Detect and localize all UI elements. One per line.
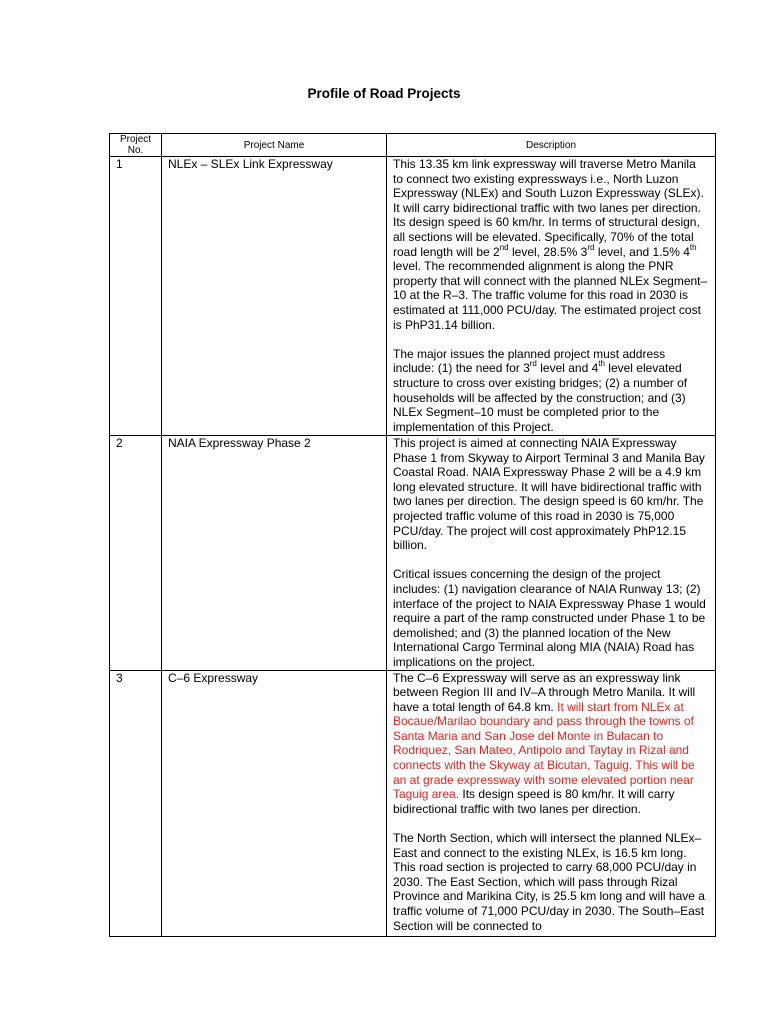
text-run: level. The recommended alignment is along the PNR property that will connect with the planned NLEx Segment–10 at the R–3. The traffic volume for this road in 2030 is estimated at 111,000 PCU/day. The estimated project cost is PhP31.14 billion. xyxy=(393,259,708,332)
superscript: rd xyxy=(587,242,595,252)
text-run: level elevated structure to cross over existing bridges; (2) a number of households will be affected by the construction; and (3) NLEx Segment–10 must be completed prior to the implementation of this Project. xyxy=(393,361,688,434)
project-number: 1 xyxy=(110,157,162,436)
superscript: th xyxy=(689,242,697,252)
description-paragraph xyxy=(393,157,709,332)
table-row xyxy=(110,157,716,436)
description-paragraph: This project is aimed at connecting NAIA Expressway Phase 1 from Skyway to Airport Terminal 3 and Manila Bay Coastal Road. NAIA Expressway Phase 2 will be a 4.9 km long elevated structure. It will have bidirectional traffic with two lanes per direction. The design speed is 60 km/hr. The projected traffic volume of this road in 2030 is 75,000 PCU/day. The project will cost approximately PhP12.15 billion. xyxy=(393,436,705,553)
project-number: 3 xyxy=(110,670,162,936)
project-description xyxy=(387,157,716,436)
text-run: The major issues the planned project must address include: (1) the need for 3 xyxy=(393,346,666,376)
header-description: Description xyxy=(387,134,716,157)
superscript: nd xyxy=(499,242,509,252)
superscript: th xyxy=(598,359,605,369)
project-description xyxy=(387,436,716,671)
superscript: rd xyxy=(529,359,537,369)
description-paragraph xyxy=(393,671,709,817)
project-number: 2 xyxy=(110,436,162,671)
road-projects-table xyxy=(109,133,716,937)
header-project-name: Project Name xyxy=(162,134,387,157)
highlighted-text: It will start from NLEx at Bocaue/Marilao boundary and pass through the towns of Santa Maria and San Jose del Monte in Bulacan to Rodriquez, San Mateo, Antipolo and Taytay in Rizal and connects with the Skyway at Bicutan, Taguig. This will be an at grade expressway with some elevated portion near Taguig area. xyxy=(393,699,695,802)
header-project-no: Project No. xyxy=(110,134,162,157)
table-header-row xyxy=(110,134,716,157)
text-run: level and 4 xyxy=(536,361,599,376)
project-description xyxy=(387,670,716,936)
text-run: Its design speed is 80 km/hr. It will carry bidirectional traffic with two lanes per direction. xyxy=(393,787,675,816)
project-name: NLEx – SLEx Link Expressway xyxy=(162,157,387,436)
table-row xyxy=(110,670,716,936)
description-paragraph: The North Section, which will intersect the planned NLEx–East and connect to the existing NLEx, is 16.5 km long. This road section is projected to carry 68,000 PCU/day in 2030. The East Section, which will pass through Rizal Province and Marikina City, is 25.5 km long and will have a traffic volume of 71,000 PCU/day in 2030. The South–East Section will be connected to xyxy=(393,831,705,933)
text-run: level, 28.5% 3 xyxy=(508,244,588,259)
table-row xyxy=(110,436,716,671)
project-name: C–6 Expressway xyxy=(162,670,387,936)
description-paragraph xyxy=(393,347,709,435)
project-name: NAIA Expressway Phase 2 xyxy=(162,436,387,671)
page-title: Profile of Road Projects xyxy=(307,86,461,101)
text-run: level, and 1.5% 4 xyxy=(594,244,690,259)
text-run: The C–6 Expressway will serve as an expressway link between Region III and IV–A through Metro Manila. It will have a total length of 64.8 km. xyxy=(393,670,696,714)
text-run: This 13.35 km link expressway will traverse Metro Manila to connect two existing expressways i.e., North Luzon Expressway (NLEx) and South Luzon Expressway (SLEx). It will carry bidirectional traffic with two lanes per direction. Its design speed is 60 km/hr. In terms of structural design, all sections will be elevated. Specifically, 70% of the total road length will be 2 xyxy=(393,157,704,259)
description-paragraph: Critical issues concerning the design of the project includes: (1) navigation clearance of NAIA Runway 13; (2) interface of the project to NAIA Expressway Phase 1 would require a part of the ramp constructed under Phase 1 to be demolished; and (3) the planned location of the New International Cargo Terminal along MIA (NAIA) Road has implications on the project. xyxy=(393,567,706,669)
